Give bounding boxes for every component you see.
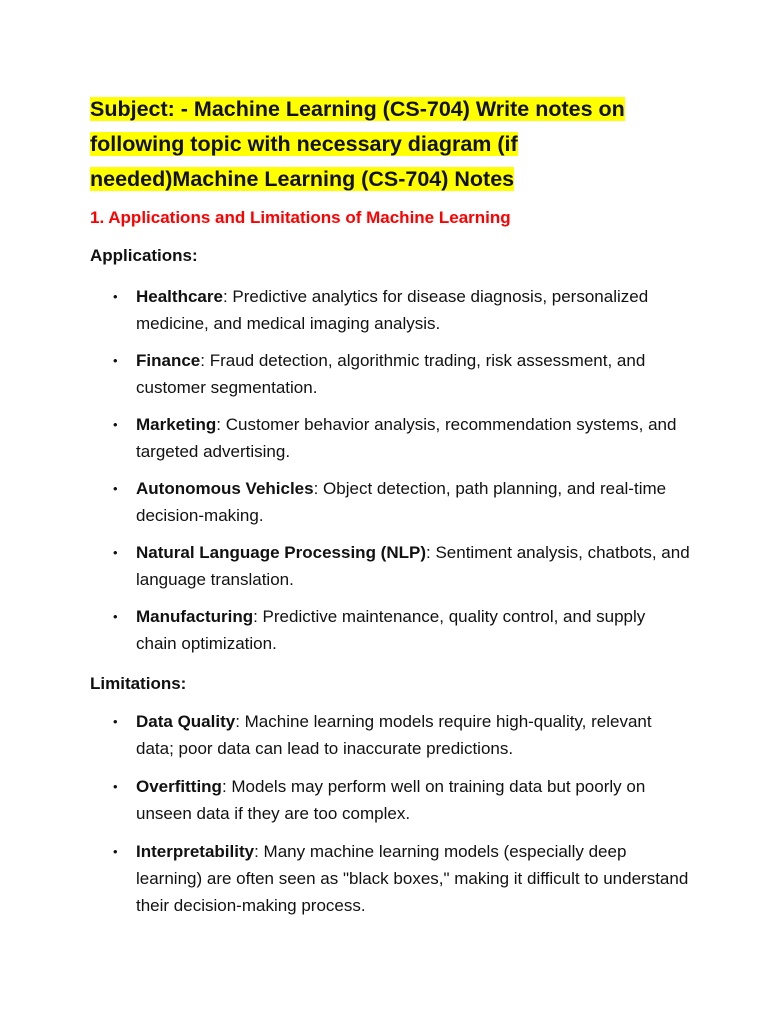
section-heading: 1. Applications and Limitations of Machine Learning — [90, 208, 511, 227]
bullet: • — [113, 844, 118, 859]
item-text: : Predictive analytics for disease diagnosis, personalized medicine, and medical imaging analysis. — [136, 287, 649, 333]
item-term: Autonomous Vehicles — [136, 479, 314, 498]
item-text: : Predictive maintenance, quality control, and supply chain optimization. — [136, 607, 646, 653]
bullet: • — [113, 289, 118, 304]
item-text: : Many machine learning models (especially deep learning) are often seen as "black boxes," making it difficult to understand their decision-making process. — [136, 842, 689, 915]
bullet: • — [113, 609, 118, 624]
list-item — [90, 411, 690, 465]
list-item — [90, 838, 690, 919]
item-term: Overfitting — [136, 777, 222, 796]
item-term: Data Quality — [136, 712, 236, 731]
item-text: : Customer behavior analysis, recommendation systems, and targeted advertising. — [136, 415, 677, 461]
applications-list — [90, 283, 690, 657]
bullet: • — [113, 714, 118, 729]
list-item — [90, 539, 690, 593]
item-term: Manufacturing — [136, 607, 254, 626]
bullet: • — [113, 353, 118, 368]
bullet: • — [113, 779, 118, 794]
list-item — [90, 347, 690, 401]
list-item — [90, 603, 690, 657]
bullet: • — [113, 417, 118, 432]
item-text: : Sentiment analysis, chatbots, and language translation. — [136, 543, 690, 589]
item-term: Interpretability — [136, 842, 255, 861]
item-text: : Fraud detection, algorithmic trading, risk assessment, and customer segmentation. — [136, 351, 646, 397]
applications-heading: Applications: — [90, 246, 198, 265]
item-term: Healthcare — [136, 287, 223, 306]
item-term: Finance — [136, 351, 201, 370]
subject-heading — [90, 92, 670, 197]
item-term: Marketing — [136, 415, 217, 434]
item-text: : Machine learning models require high-quality, relevant data; poor data can lead to inaccurate predictions. — [136, 712, 652, 758]
item-term: Natural Language Processing (NLP) — [136, 543, 426, 562]
list-item — [90, 773, 690, 827]
item-text: : Object detection, path planning, and real-time decision-making. — [136, 479, 667, 525]
limitations-list — [90, 708, 690, 919]
list-item — [90, 708, 690, 762]
bullet: • — [113, 545, 118, 560]
subject-text: Subject: - Machine Learning (CS-704) Write notes on following topic with necessary diagram (if needed)Machine Learning (CS-704) Notes — [90, 97, 625, 191]
limitations-heading: Limitations: — [90, 674, 187, 693]
bullet: • — [113, 481, 118, 496]
item-text: : Models may perform well on training data but poorly on unseen data if they are too complex. — [136, 777, 646, 823]
list-item — [90, 283, 690, 337]
list-item — [90, 475, 690, 529]
